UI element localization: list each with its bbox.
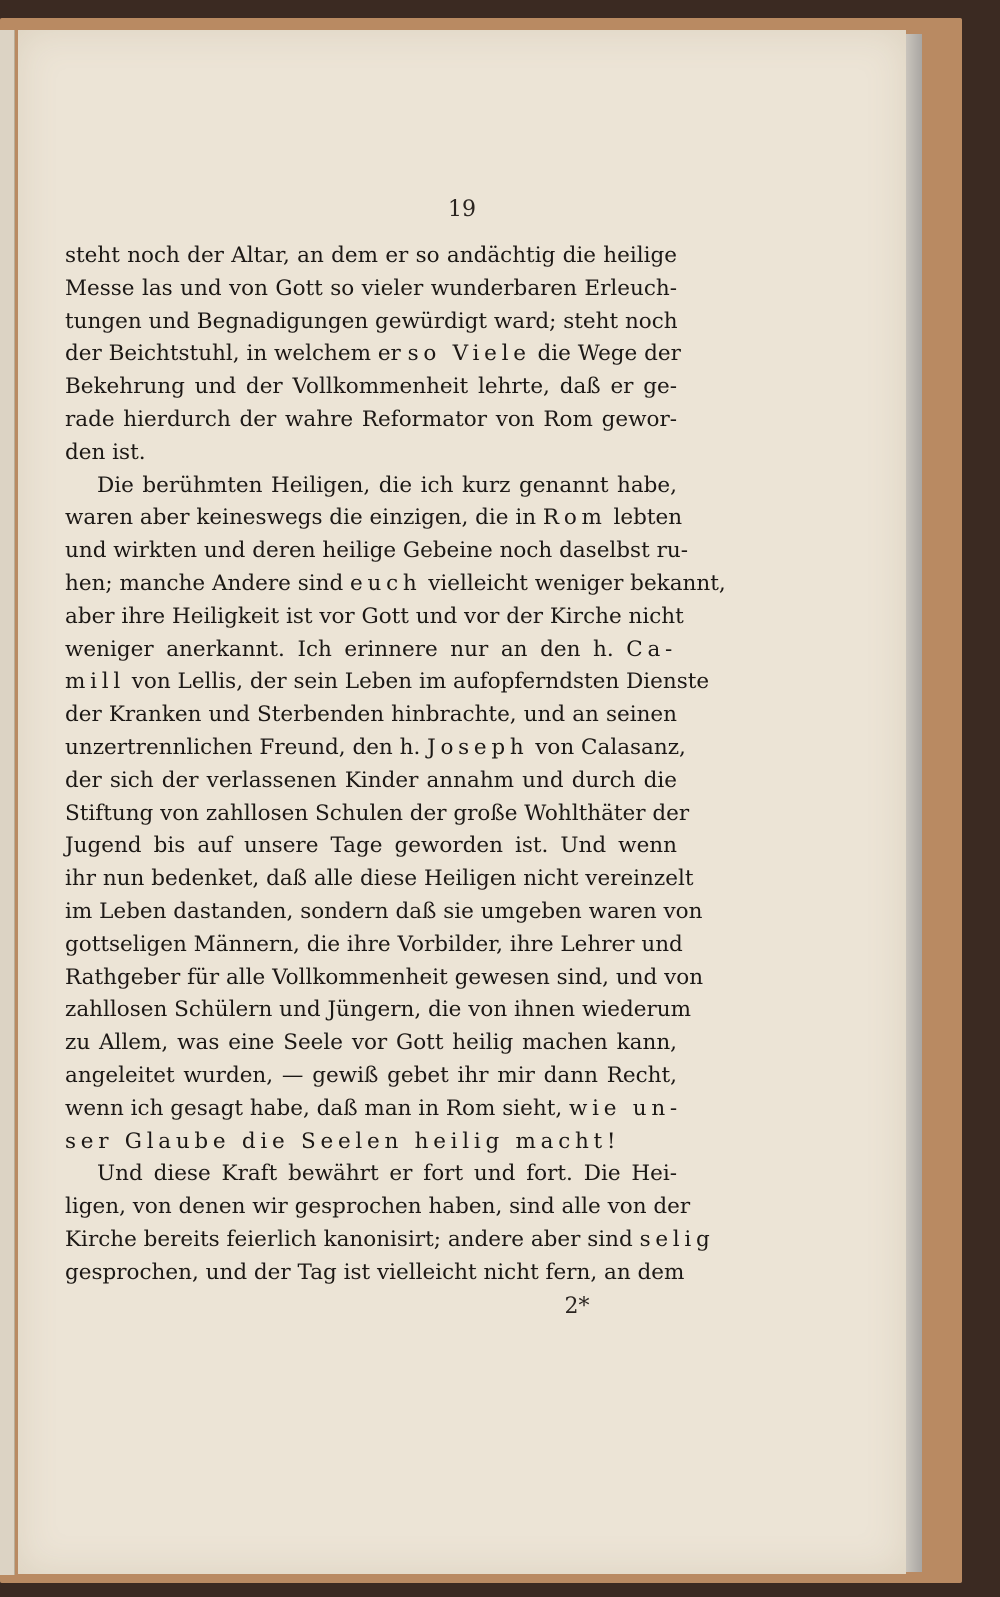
text-line [65, 338, 681, 371]
signature-mark: 2* [564, 1294, 590, 1319]
text-line: angeleitet wurden, — gewiß gebet ihr mir dann Recht, [65, 1062, 677, 1088]
text-segment: von Lellis, der sein Leben im aufopferndsten Dienste [124, 669, 710, 695]
spaced-emphasis: selig [639, 1226, 715, 1252]
text-segment: weniger anerkannt. Ich erinnere nur an den h. [65, 636, 627, 662]
page-stack-edge [906, 34, 922, 1572]
text-line [65, 666, 710, 699]
text-line: Messe las und von Gott so vieler wunderbaren Erleuch- [65, 275, 677, 301]
text-line: rade hierdurch der wahre Reformator von Rom gewor- [65, 406, 677, 432]
text-line: ligen, von denen wir gesprochen haben, sind alle von der [65, 1194, 691, 1220]
book-page [18, 30, 906, 1574]
text-line: Bekehrung und der Vollkommenheit lehrte, daß er ge- [65, 374, 677, 400]
text-line [65, 634, 677, 667]
text-line: Rathgeber für alle Vollkommenheit gewesen sind, und von [65, 964, 704, 990]
spaced-emphasis-line: ser Glaube die Seelen heilig macht! [65, 1128, 621, 1154]
text-line: den ist. [65, 439, 146, 465]
text-line: Stiftung von zahllosen Schulen der große Wohlthäter der [65, 800, 690, 826]
text-segment: lebten [606, 505, 683, 531]
spaced-emphasis: euch [350, 570, 422, 596]
text-line: gesprochen, und der Tag ist vielleicht nicht fern, an dem [65, 1259, 685, 1285]
text-line [65, 502, 683, 535]
text-line [65, 1093, 682, 1126]
text-line: aber ihre Heiligkeit ist vor Gott und vor der Kirche nicht [65, 603, 684, 629]
text-line: tungen und Begnadigungen gewürdigt ward; steht noch [65, 308, 678, 334]
text-line [65, 1224, 715, 1257]
text-line: steht noch der Altar, an dem er so andächtig die heilige [65, 243, 677, 268]
spaced-emphasis: Ca- [626, 636, 677, 662]
text-line: Jugend bis auf unsere Tage geworden ist. Und wenn [65, 833, 677, 859]
spaced-emphasis: wie un- [569, 1095, 682, 1121]
text-line: der Kranken und Sterbenden hinbrachte, und an seinen [65, 702, 677, 728]
text-line: und wirkten und deren heilige Gebeine noch daselbst ru- [65, 538, 688, 564]
text-segment: hen; manche Andere sind [65, 570, 351, 596]
spaced-emphasis: Rom [542, 505, 607, 531]
previous-page-edge [0, 30, 15, 1575]
page-number: 19 [448, 197, 476, 222]
paragraph-2 [65, 470, 726, 1159]
text-line: gottseligen Männern, die ihre Vorbilder, ihre Lehrer und [65, 931, 683, 957]
spaced-emphasis: Joseph [427, 734, 529, 760]
text-segment: der Beichtstuhl, in welchem er [65, 341, 408, 367]
paragraph-3 [65, 1158, 715, 1289]
text-line [65, 568, 726, 601]
text-segment: die Wege der [530, 341, 681, 367]
text-line: der sich der verlassenen Kinder annahm und durch die [65, 767, 677, 793]
text-segment: von Calasanz, [528, 734, 686, 760]
text-segment: wenn ich gesagt habe, daß man in Rom sieht, [65, 1095, 570, 1121]
text-segment: waren aber keineswegs die einzigen, die in [65, 505, 543, 531]
paragraph-1 [65, 240, 681, 470]
body-text [65, 240, 726, 1290]
text-line: zahllosen Schülern und Jüngern, die von ihnen wiederum [65, 997, 691, 1023]
spaced-emphasis: so Viele [407, 341, 531, 367]
text-segment: unzertrennlichen Freund, den h. [65, 734, 428, 760]
text-line: im Leben dastanden, sondern daß sie umgeben waren von [65, 898, 703, 924]
text-line [65, 732, 686, 765]
spaced-emphasis: mill [65, 669, 125, 695]
text-line: Und diese Kraft bewährt er fort und fort. Die Hei- [97, 1161, 677, 1187]
text-line: zu Allem, was eine Seele vor Gott heilig machen kann, [65, 1030, 677, 1056]
text-segment: vielleicht weniger bekannt, [421, 570, 726, 596]
text-line: Die berühmten Heiligen, die ich kurz genannt habe, [97, 472, 677, 498]
text-segment: Kirche bereits feierlich kanonisirt; andere aber sind [65, 1226, 640, 1252]
text-line: ihr nun bedenket, daß alle diese Heiligen nicht vereinzelt [65, 866, 694, 892]
